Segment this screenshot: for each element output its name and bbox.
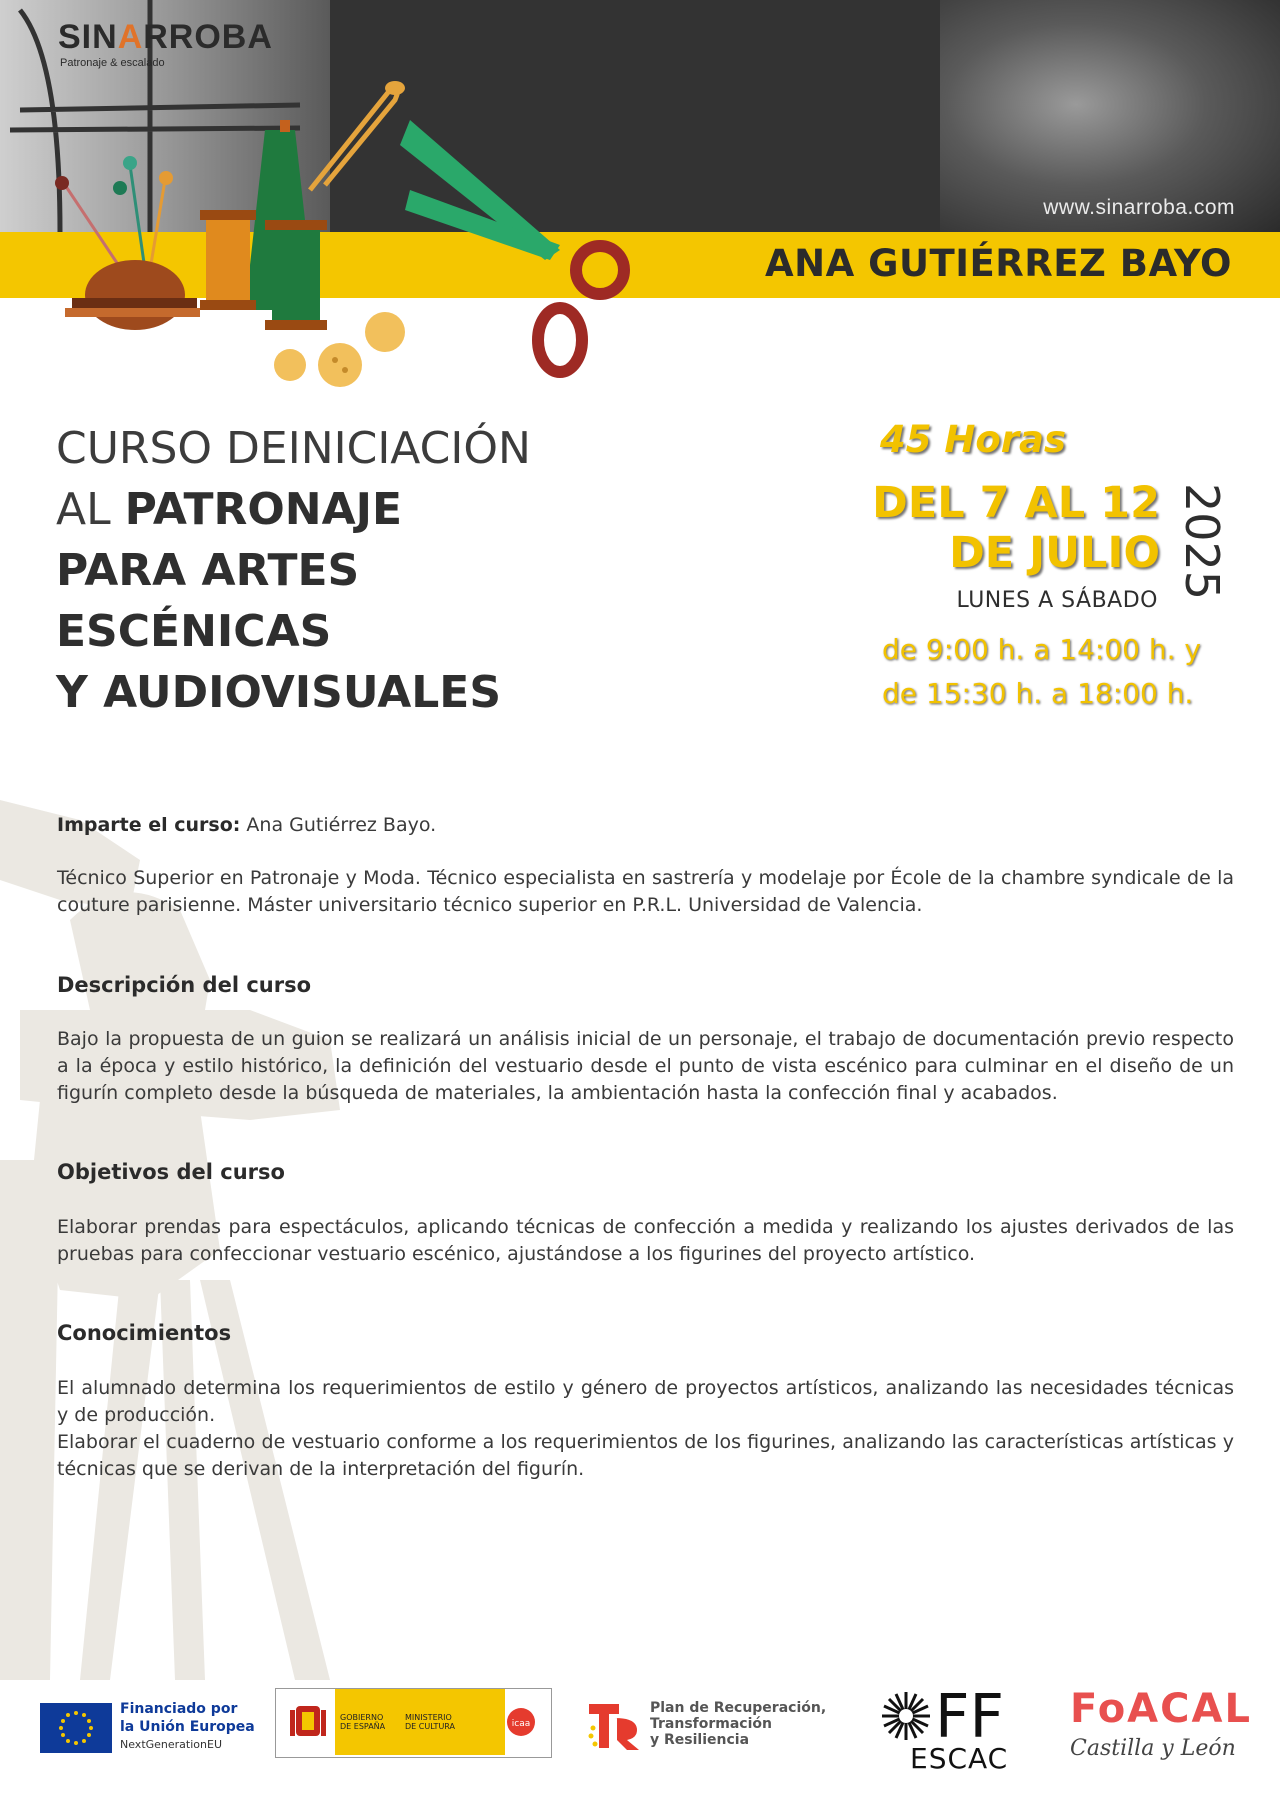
knowledge-text-1: El alumnado determina los requerimientos de estilo y género de proyectos artísticos, analizando las necesidades técnicas y de producción. bbox=[57, 1377, 1234, 1426]
teacher-bio: Técnico Superior en Patronaje y Moda. Técnico especialista en sastrería y modelaje por École de la chambre syndicale de la couture parisienne. Máster universitario técnico superior en P.R.L. Universidad de Valencia. bbox=[57, 867, 1234, 916]
ministerio-label: MINISTERIO DE CULTURA bbox=[405, 1713, 456, 1731]
recovery-plan-logo: Plan de Recuperación, Transformación y Resiliencia bbox=[650, 1700, 827, 1748]
foacal-logo: FoACAL bbox=[1070, 1686, 1252, 1732]
eu-funding-logo: Financiado por la Unión Europea NextGenerationEU bbox=[120, 1701, 255, 1751]
objectives-heading: Objetivos del curso bbox=[57, 1160, 285, 1184]
eu-flag-icon bbox=[40, 1703, 112, 1753]
sinarroba-logo: SINARROBA Patronaje & escalado bbox=[58, 18, 273, 69]
objectives-text: Elaborar prendas para espectáculos, aplicando técnicas de confección a medida y realizando los ajustes derivados de las pruebas para confeccionar vestuario escénico, ajustándose a los figurines del proyecto artístico. bbox=[57, 1216, 1234, 1265]
safety-pin-icon bbox=[310, 81, 405, 190]
pincushion-icon bbox=[55, 156, 200, 330]
knowledge-text-2: Elaborar el cuaderno de vestuario conforme a los requerimientos de los figurines, analizando las características artísticas y técnicas que se derivan de la interpretación del figurín. bbox=[57, 1431, 1234, 1480]
sewing-illustration bbox=[40, 70, 660, 390]
ff-logo: FF bbox=[935, 1682, 1005, 1752]
escac-logo: ESCAC bbox=[910, 1742, 1009, 1775]
teacher-name-banner: ANA GUTIÉRREZ BAYO bbox=[764, 242, 1232, 285]
description-heading: Descripción del curso bbox=[57, 973, 312, 997]
course-hours: 45 Horas bbox=[880, 418, 1066, 461]
course-dates: DEL 7 AL 12 DE JULIO bbox=[872, 478, 1160, 578]
course-times: de 9:00 h. a 14:00 h. y de 15:30 h. a 18:00 h. bbox=[882, 633, 1201, 710]
course-weekdays: LUNES A SÁBADO bbox=[956, 588, 1158, 613]
orange-spool-icon bbox=[200, 210, 256, 310]
knowledge-heading: Conocimientos bbox=[57, 1321, 232, 1345]
icaa-logo bbox=[505, 1700, 537, 1744]
scissors-icon bbox=[400, 120, 624, 372]
course-year: 2025 bbox=[1175, 483, 1229, 601]
green-spool-icon bbox=[265, 220, 327, 330]
website-link[interactable]: www.sinarroba.com bbox=[1043, 196, 1235, 219]
course-title: CURSO DEINICIACIÓN AL PATRONAJE PARA ARTES ESCÉNICAS Y AUDIOVISUALES bbox=[56, 423, 531, 718]
description-text: Bajo la propuesta de un guion se realizará un análisis inicial de un personaje, el trabajo de documentación previo respecto a la época y estilo histórico, la definición del vestuario desde el punto de vista escénico para culminar en el diseño de un figurín completo desde la búsqueda de materiales, la ambientación hasta la confección final y acabados. bbox=[57, 1028, 1234, 1104]
spain-shield-icon bbox=[288, 1700, 328, 1744]
brand-tagline: Patronaje & escalado bbox=[60, 57, 165, 69]
svg-text:icaa: icaa bbox=[511, 1719, 531, 1729]
prtr-logo-icon bbox=[585, 1700, 645, 1752]
escac-burst-icon bbox=[880, 1690, 932, 1742]
teacher-line: Imparte el curso: Ana Gutiérrez Bayo. bbox=[57, 814, 437, 836]
castilla-leon-logo: Castilla y León bbox=[1070, 1736, 1236, 1761]
gobierno-label: GOBIERNO DE ESPAÑA bbox=[340, 1713, 386, 1731]
